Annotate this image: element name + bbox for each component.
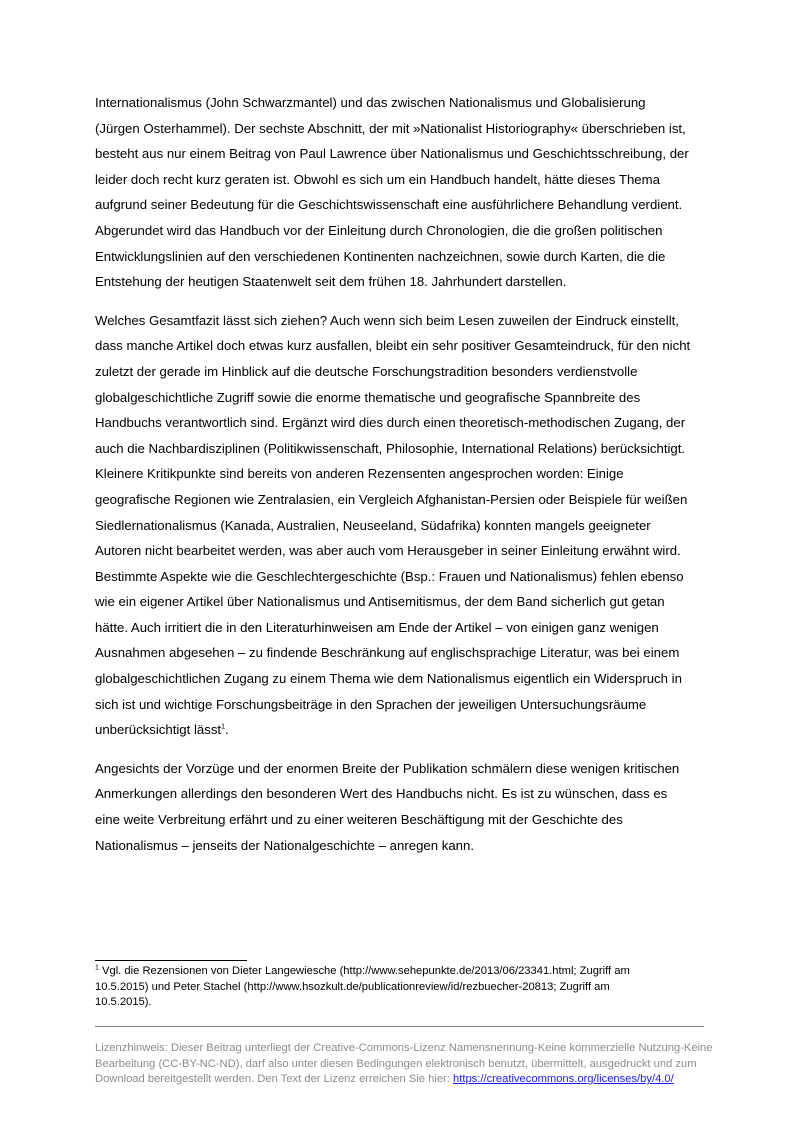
- text-line: (Jürgen Osterhammel). Der sechste Abschnitt, der mit »Nationalist Historiography« überschrieben ist,: [95, 120, 686, 136]
- text-line: Angesichts der Vorzüge und der enormen Breite der Publikation schmälern diese wenigen kritischen: [95, 760, 680, 776]
- license-notice: [95, 1041, 715, 1088]
- license-line: Lizenzhinweis: Dieser Beitrag unterliegt der Creative-Commons-Lizenz Namensnennung-Keine kommerzielle Nutzung-Keine: [95, 1042, 713, 1054]
- text-line: Entwicklungslinien auf den verschiedenen Kontinenten nachzeichnen, sowie durch Karten, die die: [95, 248, 666, 264]
- text-line: Nationalismus – jenseits der Nationalgeschichte – anregen kann.: [95, 837, 474, 853]
- text-line: Kleinere Kritikpunkte sind bereits von anderen Rezensenten angesprochen worden: Einige: [95, 466, 624, 482]
- text-line: [95, 717, 715, 743]
- text-line: geografische Regionen wie Zentralasien, ein Vergleich Afghanistan-Persien oder Beispiele für weißen: [95, 491, 688, 507]
- text-line: Siedlernationalismus (Kanada, Australien, Neuseeland, Südafrika) konnten mangels geeigneter: [95, 517, 651, 533]
- text-line: globalgeschichtliche Zugriff sowie die enorme thematische und geografische Spannbreite des: [95, 389, 641, 405]
- text-line-content: unberücksichtigt lässt: [95, 722, 222, 738]
- text-line: Welches Gesamtfazit lässt sich ziehen? Auch wenn sich beim Lesen zuweilen der Eindruck einstellt,: [95, 312, 679, 328]
- text-line: globalgeschichtlichen Zugang zu einem Thema wie dem Nationalismus eigentlich ein Widerspruch in: [95, 671, 682, 687]
- article-body: [95, 90, 715, 871]
- text-line: hätte. Auch irritiert die in den Literaturhinweisen am Ende der Artikel – von einigen ganz wenigen: [95, 619, 659, 635]
- text-line: Bestimmte Aspekte wie die Geschlechtergeschichte (Bsp.: Frauen und Nationalismus) fehlen ebenso: [95, 568, 684, 584]
- sentence-end: .: [224, 722, 229, 738]
- text-line: Internationalismus (John Schwarzmantel) und das zwischen Nationalismus und Globalisierung: [95, 95, 646, 110]
- paragraph-1: [95, 90, 715, 295]
- footnote-reference[interactable]: 1: [221, 723, 225, 731]
- footnote-line: 10.5.2015).: [95, 996, 152, 1009]
- footnote-line: 10.5.2015) und Peter Stachel (http://www.hsozkult.de/publicationreview/id/rezbuecher-20813; Zugriff am: [95, 980, 610, 993]
- text-line: besteht aus nur einem Beitrag von Paul Lawrence über Nationalismus und Geschichtsschreibung, der: [95, 146, 689, 162]
- license-line: Bearbeitung (CC-BY-NC-ND), darf also unter diesen Bedingungen elektronisch benutzt, übermittelt, ausgedruckt und zum: [95, 1057, 697, 1070]
- text-line: zuletzt der gerade im Hinblick auf die deutsche Forschungstradition besonders verdienstvolle: [95, 363, 638, 379]
- footnote-line: [95, 964, 715, 980]
- text-line: Abgerundet wird das Handbuch vor der Einleitung durch Chronologien, die die großen politischen: [95, 222, 663, 238]
- text-line: auch die Nachbardisziplinen (Politikwissenschaft, Philosophie, International Relations) berücksichtigt.: [95, 440, 686, 456]
- text-line: Entstehung der heutigen Staatenwelt seit dem frühen 18. Jahrhundert darstellen.: [95, 274, 567, 290]
- paragraph-2: [95, 308, 715, 743]
- text-line: Handbuchs verantwortlich sind. Ergänzt wird dies durch einen theoretisch-methodischen Zugang, der: [95, 415, 686, 431]
- license-text: Download bereitgestellt werden. Den Text der Lizenz erreichen Sie hier:: [95, 1073, 453, 1086]
- text-line: dass manche Artikel doch etwas kurz ausfallen, bleibt ein sehr positiver Gesamteindruck, für den nicht: [95, 338, 691, 354]
- license-link[interactable]: https://creativecommons.org/licenses/by/4.0/: [453, 1073, 674, 1086]
- text-line: eine weite Verbreitung erfährt und zu einer weiteren Beschäftigung mit der Geschichte des: [95, 812, 623, 828]
- footnote-text: Vgl. die Rezensionen von Dieter Langewiesche (http://www.sehepunkte.de/2013/06/23341.html; Zugriff am: [98, 965, 630, 977]
- paragraph-3: [95, 756, 715, 858]
- text-line: Autoren nicht bearbeitet werden, was aber auch vom Herausgeber in seiner Einleitung erwähnt wird.: [95, 543, 681, 559]
- text-line: leider doch recht kurz geraten ist. Obwohl es sich um ein Handbuch handelt, hätte dieses Thema: [95, 171, 660, 187]
- text-line: Anmerkungen allerdings den besonderen Wert des Handbuchs nicht. Es ist zu wünschen, dass es: [95, 786, 668, 802]
- footnote-number: 1: [95, 964, 99, 972]
- license-line: [95, 1072, 715, 1088]
- text-line: aufgrund seiner Bedeutung für die Geschichtswissenschaft eine ausführlichere Behandlung verdient.: [95, 197, 683, 213]
- footnote: [95, 964, 715, 1011]
- text-line: wie ein eigener Artikel über Nationalismus und Antisemitismus, der dem Band sicherlich gut getan: [95, 594, 665, 610]
- footnote-separator: [95, 960, 247, 961]
- license-separator: [95, 1026, 704, 1027]
- text-line: Ausnahmen abgesehen – zu findende Beschränkung auf englischsprachige Literatur, was bei einem: [95, 645, 680, 661]
- text-line: sich ist und wichtige Forschungsbeiträge in den Sprachen der jeweiligen Untersuchungsräume: [95, 696, 647, 712]
